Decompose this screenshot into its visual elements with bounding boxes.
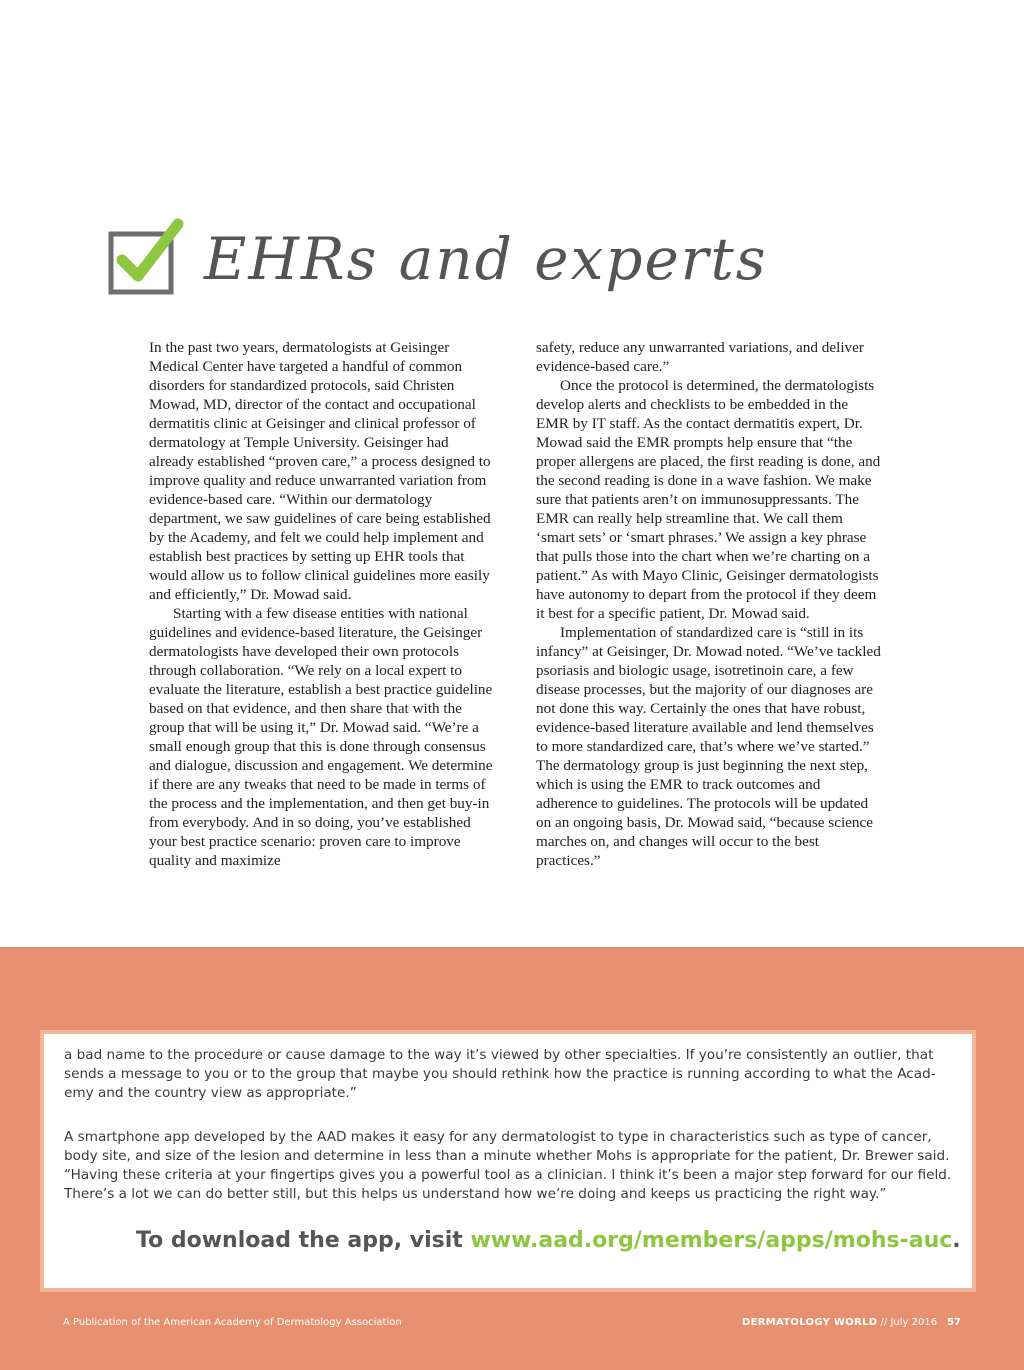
cta-text: To download the app, visit <box>136 1228 471 1253</box>
app-download-link[interactable]: www.aad.org/members/apps/mohs-auc <box>470 1228 953 1253</box>
sidebar-box <box>40 1030 976 1292</box>
footer-separator: // <box>877 1317 891 1328</box>
download-cta <box>136 1228 961 1253</box>
article-column-right <box>536 338 881 870</box>
cta-end: . <box>952 1228 961 1253</box>
footer-publication: A Publication of the American Academy of Dermatology Association <box>63 1317 402 1328</box>
article-column-left <box>149 338 494 870</box>
footer-magazine: DERMATOLOGY WORLD <box>742 1317 878 1328</box>
section-heading <box>108 218 808 300</box>
sidebar-paragraph: A smartphone app developed by the AAD makes it easy for any dermatologist to type in characteristics such as type of cancer, body site, and size of the lesion and determine in less than a minute whether Mohs is appropriate for the patient, Dr. Brewer said. “Having these criteria at your fingertips gives you a powerful tool as a clinician. I think it’s been a major step forward for our field. There’s a lot we can do better still, but this helps us understand how we’re doing and keeps us practicing the right way.” <box>64 1129 952 1202</box>
footer-issue <box>742 1317 961 1328</box>
article-paragraph: In the past two years, dermatologists at Geisinger Medical Center have targeted a handful of common disorders for standardized protocols, said Christen Mowad, MD, director of the contact and occupational dermatitis clinic at Geisinger and clinical professor of dermatology at Temple University. Geisinger had already established “proven care,” a process designed to improve quality and reduce unwarranted variation from evidence-based care. “Within our dermatology department, we saw guidelines of care being established by the Academy, and felt we could help implement and establish best practices by setting up EHR tools that would allow us to follow clinical guidelines more easily and efficiently,” Dr. Mowad said. <box>149 339 491 603</box>
article-paragraph: Once the protocol is determined, the dermatologists develop alerts and checklists to be embedded in the EMR by IT staff. As the contact dermatitis expert, Dr. Mowad said the EMR prompts help ensure that “the proper allergens are placed, the first reading is done, and the second reading is done in a wave fashion. We make sure that patients aren’t on immunosuppressants. The EMR can really help streamline that. We call them ‘smart sets’ or ‘smart phrases.’ We assign a key phrase that pulls those into the chart when we’re charting on a patient.” As with Mayo Clinic, Geisinger dermatologists have autonomy to depart from the protocol if they deem it best for a specific patient, Dr. Mowad said. <box>536 377 881 622</box>
checkbox-check-icon <box>108 218 184 298</box>
article-paragraph: safety, reduce any unwarranted variations, and deliver evidence-based care.” <box>536 339 864 375</box>
footer-date: July 2016 <box>890 1317 938 1328</box>
section-title: EHRs and experts <box>204 225 768 293</box>
article-paragraph: Implementation of standardized care is “still in its infancy” at Geisinger, Dr. Mowad noted. “We’ve tackled psoriasis and biologic usage, isotretinoin care, a few disease processes, but the majority of our diagnoses are not done this way. Certainly the ones that have robust, evidence-based literature available and lend themselves to more standardized care, that’s where we’ve started.” The dermatology group is just beginning the next step, which is using the EMR to track outcomes and adherence to guidelines. The protocols will be updated on an ongoing basis, Dr. Mowad said, “because science marches on, and changes will occur to the best practices.” <box>536 624 881 869</box>
article-paragraph: Starting with a few disease entities with national guidelines and evidence-based literature, the Geisinger dermatologists have developed their own protocols through collaboration. “We rely on a local expert to evaluate the literature, establish a best practice guideline based on that evidence, and then share that with the group that will be using it,” Dr. Mowad said. “We’re a small enough group that this is done through consensus and dialogue, discussion and engagement. We determine if there are any tweaks that need to be made in terms of the process and the implementation, and then get buy-in from everybody. And in so doing, you’ve established your best practice scenario: proven care to improve quality and maximize <box>149 605 493 869</box>
sidebar-paragraph: a bad name to the procedure or cause damage to the way it’s viewed by other specialties. If you’re consistently an outlier, that sends a message to you or to the group that maybe you should rethink how the practice is running according to what the Acad-emy and the country view as appropriate.” <box>64 1047 936 1101</box>
page-number: 57 <box>947 1317 961 1328</box>
